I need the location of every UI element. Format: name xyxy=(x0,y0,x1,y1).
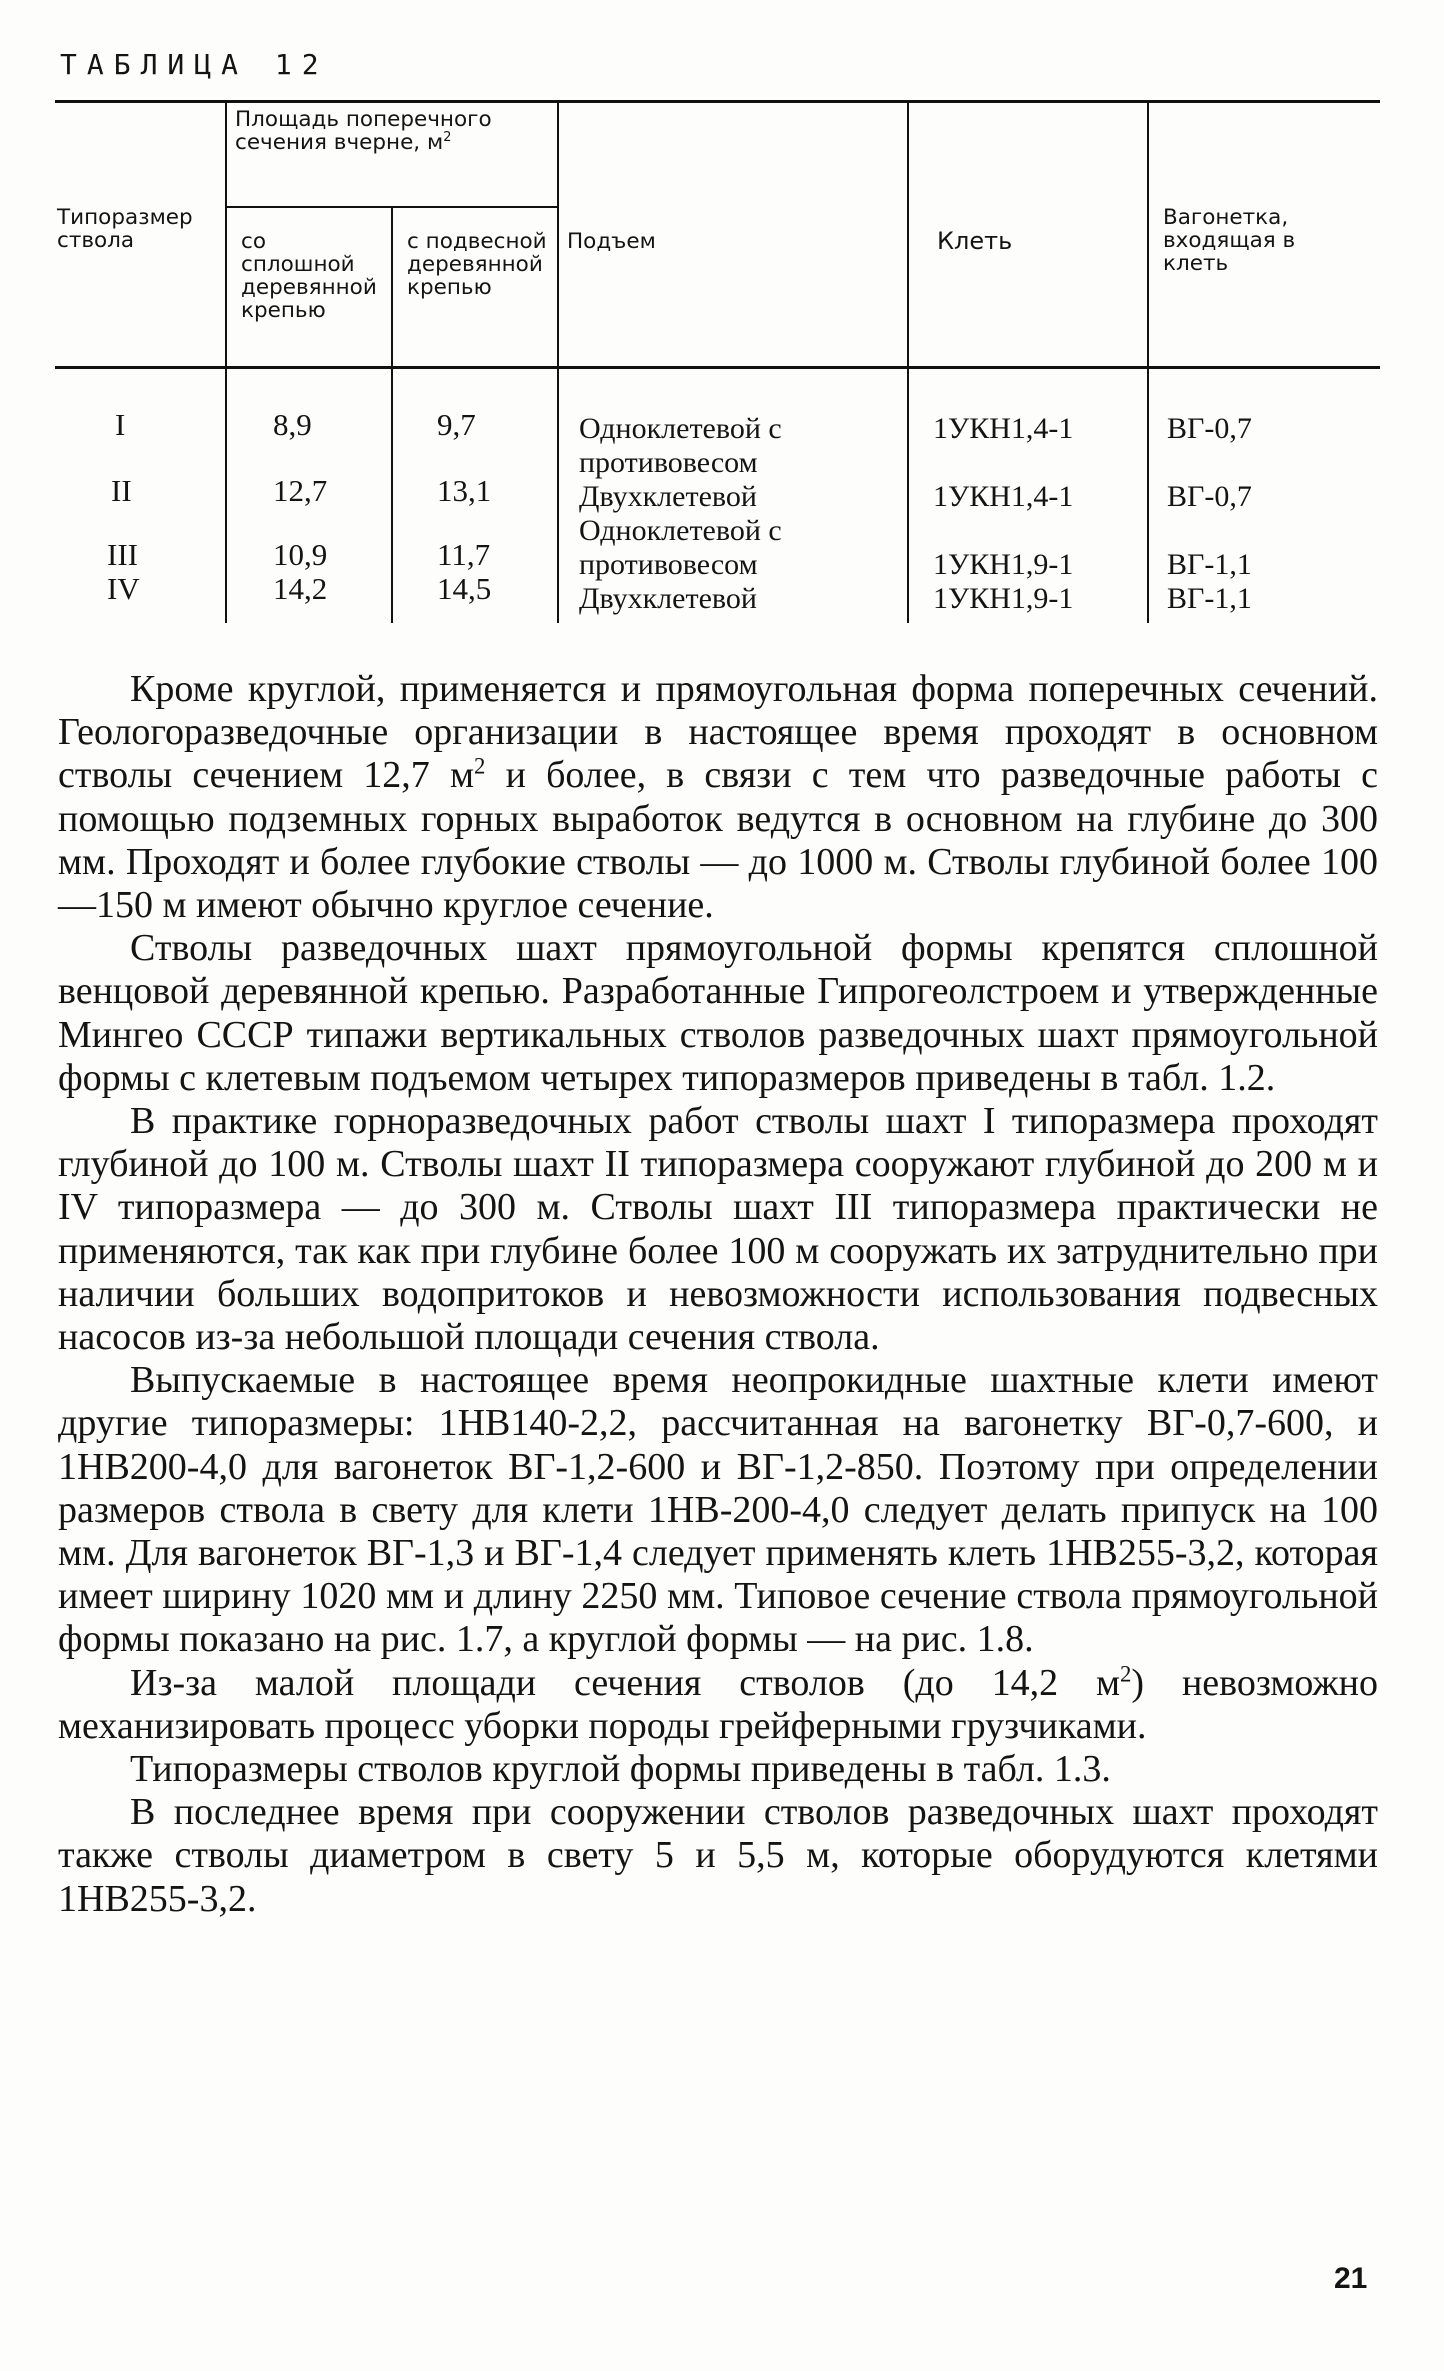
row-3-hoist: Одноклетевой с противовесом xyxy=(579,514,782,581)
header-area-unit-sup: 2 xyxy=(443,129,452,145)
paragraph-1-part-a: Кроме круглой, применяется и прямоугольная форма поперечных сечений. Геологоразведочные организации в настоящее время проходят в основном стволы сечением 12,7 м xyxy=(58,668,1378,797)
table-caption: ТАБЛИЦА 12 xyxy=(60,48,329,81)
paragraph-5-part-a: Из-за малой площади сечения стволов (до 14,2 м xyxy=(130,1661,1121,1704)
paragraph-1-part-b: и более, в связи с тем что разведочные работы с помощью подземных горных выработок ведутся в основном на глубине до 300 мм. Проходят и более глубокие стволы — до 1000 м. Стволы глубиной более 100—150 м имеют обычно круглое сечение. xyxy=(58,754,1378,927)
row-3-area-solid: 10,9 xyxy=(273,537,328,572)
row-3-size: III xyxy=(107,537,138,572)
header-area-group-text: Площадь поперечного сечения вчерне, м xyxy=(235,107,492,155)
page-number: 21 xyxy=(1334,2262,1368,2295)
row-4-size: IV xyxy=(107,571,140,606)
header-cage: Клеть xyxy=(937,227,1013,255)
row-1-cage: 1УКН1,4-1 xyxy=(933,412,1074,445)
header-wagon: Вагонетка, входящая в клеть xyxy=(1163,205,1296,276)
paragraph-7: В последнее время при сооружении стволов разведочных шахт проходят также стволы диаметром в свету 5 и 5,5 м, которые оборудуются клетями 1НВ255-3,2. xyxy=(58,1791,1378,1920)
row-2-hoist: Двухклетевой xyxy=(579,480,757,513)
row-1-hoist: Одноклетевой с противовесом xyxy=(579,412,782,479)
paragraph-3: В практике горноразведочных работ стволы шахт I типоразмера проходят глубиной до 100 м. Стволы шахт II типоразмера сооружают глубиной до 200 м и IV типоразмера — до 300 м. Стволы шахт III типоразмера практически не применяются, так как при глубине более 100 м сооружать их затруднительно при наличии больших водопритоков и невозможности использования подвесных насосов из-за небольшой площади сечения ствола. xyxy=(58,1100,1378,1359)
shaft-sizes-table xyxy=(55,100,1380,630)
header-bottom-rule xyxy=(55,366,1380,369)
row-4-area-solid: 14,2 xyxy=(273,571,328,606)
col-divider-1 xyxy=(225,103,227,623)
header-size: Типоразмер ствола xyxy=(57,205,193,253)
row-1-area-hanging: 9,7 xyxy=(437,407,476,442)
row-1-area-solid: 8,9 xyxy=(273,407,312,442)
header-hoist: Подъем xyxy=(567,229,656,254)
col-divider-2 xyxy=(391,208,393,623)
header-area-group xyxy=(235,108,545,154)
row-3-area-hanging: 11,7 xyxy=(437,537,491,572)
area-group-rule xyxy=(227,206,559,208)
body-text xyxy=(58,668,1378,1921)
paragraph-5-part-b: ) невозможно механизировать процесс уборки породы грейферными грузчиками. xyxy=(58,1661,1379,1747)
col-divider-4 xyxy=(907,103,909,623)
row-1-wagon: ВГ-0,7 xyxy=(1167,412,1252,445)
row-2-area-solid: 12,7 xyxy=(273,473,328,508)
col-divider-5 xyxy=(1147,103,1149,623)
row-4-hoist: Двухклетевой xyxy=(579,582,757,615)
table-top-rule xyxy=(55,100,1380,103)
row-4-cage: 1УКН1,9-1 xyxy=(933,582,1074,615)
row-2-cage: 1УКН1,4-1 xyxy=(933,480,1074,513)
row-4-area-hanging: 14,5 xyxy=(437,571,492,606)
col-divider-3 xyxy=(557,103,559,623)
row-2-area-hanging: 13,1 xyxy=(437,473,492,508)
row-1-size: I xyxy=(115,407,126,442)
row-2-size: II xyxy=(111,473,132,508)
paragraph-5 xyxy=(58,1662,1378,1748)
paragraph-1-sup: 2 xyxy=(474,753,486,779)
header-area-hanging: с подвесной деревянной крепью xyxy=(407,229,547,300)
row-4-wagon: ВГ-1,1 xyxy=(1167,582,1252,615)
paragraph-4: Выпускаемые в настоящее время неопрокидные шахтные клети имеют другие типоразмеры: 1НВ140-2,2, рассчитанная на вагонетку ВГ-0,7-600, и 1НВ200-4,0 для вагонеток ВГ-1,2-600 и ВГ-1,2-850. Поэтому при определении размеров ствола в свету для клети 1НВ-200-4,0 следует делать припуск на 100 мм. Для вагонеток ВГ-1,3 и ВГ-1,4 следует применять клеть 1НВ255-3,2, которая имеет ширину 1020 мм и длину 2250 мм. Типовое сечение ствола прямоугольной формы показано на рис. 1.7, а круглой формы — на рис. 1.8. xyxy=(58,1359,1378,1661)
paragraph-5-sup: 2 xyxy=(1120,1661,1132,1687)
row-3-cage: 1УКН1,9-1 xyxy=(933,548,1074,581)
header-area-solid: со сплошной деревянной крепью xyxy=(241,229,377,323)
paragraph-2: Стволы разведочных шахт прямоугольной формы крепятся сплошной венцовой деревянной крепью. Разработанные Гипрогеолстроем и утвержденные Мингео СССР типажи вертикальных стволов разведочных шахт прямоугольной формы с клетевым подъемом четырех типоразмеров приведены в табл. 1.2. xyxy=(58,927,1378,1099)
row-2-wagon: ВГ-0,7 xyxy=(1167,480,1252,513)
paragraph-1 xyxy=(58,668,1378,927)
row-3-wagon: ВГ-1,1 xyxy=(1167,548,1252,581)
paragraph-6: Типоразмеры стволов круглой формы приведены в табл. 1.3. xyxy=(130,1748,1111,1791)
